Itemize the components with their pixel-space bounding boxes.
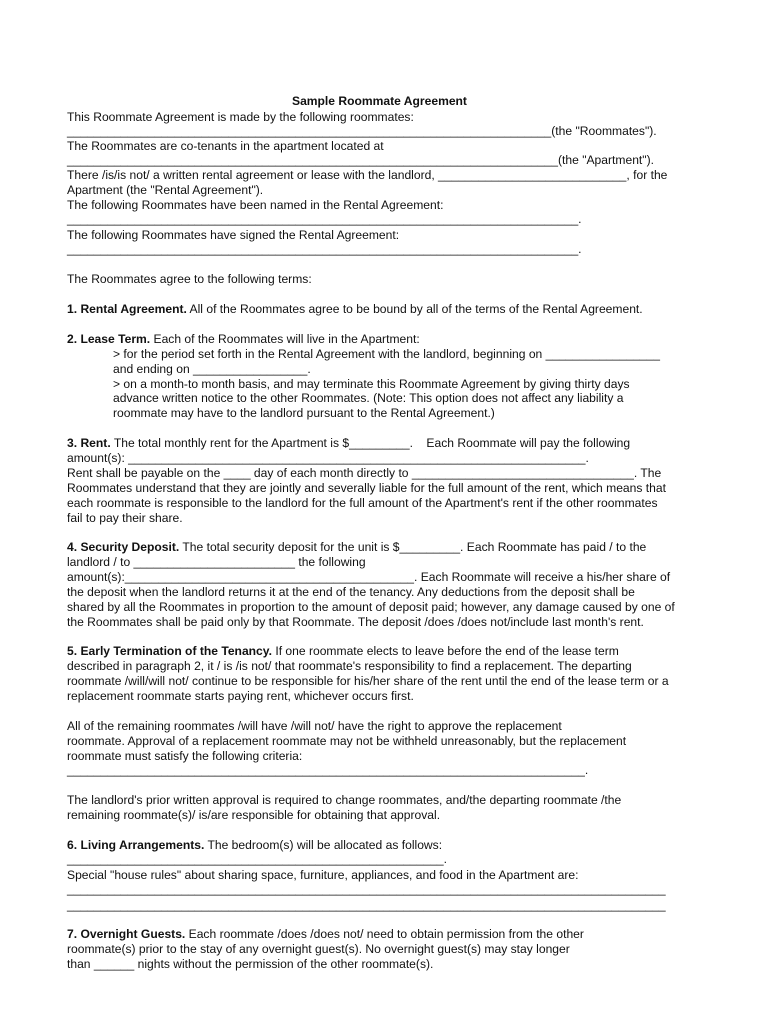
agree-terms-line: The Roommates agree to the following terms: xyxy=(67,272,312,286)
criteria-blank: _____________________________________________________________________________. xyxy=(67,763,589,777)
signed-roommates-line: The following Roommates have signed the Rental Agreement: xyxy=(67,228,400,242)
section-3-text: The total monthly rent for the Apartment is $_________. Each Roommate will pay the following xyxy=(110,436,631,450)
section-7-paragraph xyxy=(67,927,584,942)
section-5-line-3: replacement roommate starts paying rent, whichever occurs first. xyxy=(67,689,414,703)
section-6-paragraph xyxy=(67,838,442,853)
bedroom-allocation-blank: ________________________________________________________. xyxy=(67,852,448,866)
section-1-heading: 1. Rental Agreement. xyxy=(67,302,187,316)
section-5-p2-line-3: roommate must satisfy the following criteria: xyxy=(67,749,303,763)
section-5-p2-line-1: All of the remaining roommates /will have /will not/ have the right to approve the replacement xyxy=(67,719,562,733)
section-2-line-5: roommate may have to the landlord pursuant to the Rental Agreement.) xyxy=(113,406,495,420)
roommates-blank: ________________________________________________________________________(the "Roommates"). xyxy=(67,124,657,138)
section-1-text: All of the Roommates agree to be bound by all of the terms of the Rental Agreement. xyxy=(186,302,643,316)
house-rules-blank-2: _________________________________________________________________________________________ xyxy=(67,898,666,912)
section-2-text: Each of the Roommates will live in the Apartment: xyxy=(150,332,420,346)
named-roommates-line: The following Roommates have been named in the Rental Agreement: xyxy=(67,198,444,212)
section-7-text: Each roommate /does /does not/ need to obtain permission from the other xyxy=(185,927,584,941)
section-2-line-4: advance written notice to the other Roommates. (Note: This option does not affect any liability a xyxy=(113,391,624,405)
rental-agreement-line-2: Apartment (the "Rental Agreement"). xyxy=(67,183,264,197)
section-3-paragraph xyxy=(67,436,630,451)
cotenants-line: The Roommates are co-tenants in the apartment located at xyxy=(67,139,384,153)
section-7-line-1: roommate(s) prior to the stay of any overnight guest(s). No overnight guest(s) may stay longer xyxy=(67,942,570,956)
signed-roommates-blank: ____________________________________________________________________________. xyxy=(67,242,582,256)
section-3-line-4: each roommate is responsible to the landlord for the full amount of the Apartment's rent if the other roommates xyxy=(67,496,658,510)
section-4-paragraph xyxy=(67,540,646,555)
section-2-line-3: > on a month-to month basis, and may terminate this Roommate Agreement by giving thirty days xyxy=(113,377,630,391)
section-5-line-1: described in paragraph 2, it / is /is not/ that roommate's responsibility to find a replacement. The departing xyxy=(67,659,632,673)
section-2-paragraph xyxy=(67,332,420,347)
section-5-text: If one roommate elects to leave before the end of the lease term xyxy=(271,644,619,658)
section-5-p3-line-1: The landlord's prior written approval is required to change roommates, and/the departing roommate /the xyxy=(67,793,622,807)
section-4-line-3: the deposit when the landlord returns it at the end of the tenancy. Any deductions from the deposit shall be xyxy=(67,585,635,599)
section-4-line-5: the Roommates shall be paid only by that Roommate. The deposit /does /does not/include last month's rent. xyxy=(67,615,644,629)
preamble-intro: This Roommate Agreement is made by the following roommates: xyxy=(67,110,414,124)
named-roommates-blank: ____________________________________________________________________________. xyxy=(67,212,582,226)
section-3-heading: 3. Rent. xyxy=(67,436,111,450)
section-2-line-1: > for the period set forth in the Rental Agreement with the landlord, beginning on _________________ xyxy=(113,347,660,361)
section-7-line-2: than ______ nights without the permission of the other roommate(s). xyxy=(67,957,434,971)
document-title: Sample Roommate Agreement xyxy=(292,94,467,108)
section-5-p3-line-2: remaining roommate(s)/ is/are responsible for obtaining that approval. xyxy=(67,808,441,822)
section-5-line-2: roommate /will/will not/ continue to be responsible for his/her share of the rent until the end of the lease term or a xyxy=(67,674,669,688)
section-7-heading: 7. Overnight Guests. xyxy=(67,927,186,941)
apartment-blank: _________________________________________________________________________(the "Apartment"). xyxy=(67,153,654,167)
section-3-line-5: fail to pay their share. xyxy=(67,511,183,525)
section-4-heading: 4. Security Deposit. xyxy=(67,540,180,554)
section-3-line-3: Roommates understand that they are jointly and severally liable for the full amount of the rent, which means that xyxy=(67,481,666,495)
section-6-heading: 6. Living Arrangements. xyxy=(67,838,205,852)
section-3-line-2: Rent shall be payable on the ____ day of each month directly to _________________________________. The xyxy=(67,466,662,480)
section-4-line-4: shared by all the Roommates in proportion to the amount of deposit paid; however, any damage caused by one of xyxy=(67,600,675,614)
section-6-line-1: Special "house rules" about sharing space, furniture, appliances, and food in the Apartment are: xyxy=(67,868,579,882)
rental-agreement-line-1: There /is/is not/ a written rental agreement or lease with the landlord, ____________________________, for the xyxy=(67,168,668,182)
section-3-line-1: amount(s): ____________________________________________________________________. xyxy=(67,451,589,465)
section-5-p2-line-2: roommate. Approval of a replacement roommate may not be withheld unreasonably, but the replacement xyxy=(67,734,627,748)
section-4-line-1: landlord / to ________________________ the following xyxy=(67,555,366,569)
section-2-line-2: and ending on _________________. xyxy=(113,362,311,376)
section-6-text: The bedroom(s) will be allocated as follows: xyxy=(204,838,443,852)
section-5-paragraph xyxy=(67,644,619,659)
section-4-line-2: amount(s):___________________________________________. Each Roommate will receive a his/her share of xyxy=(67,570,671,584)
section-2-heading: 2. Lease Term. xyxy=(67,332,151,346)
section-4-text: The total security deposit for the unit is $_________. Each Roommate has paid / to the xyxy=(179,540,647,554)
section-5-heading: 5. Early Termination of the Tenancy. xyxy=(67,644,272,658)
section-1-paragraph xyxy=(67,302,643,317)
house-rules-blank-1: _________________________________________________________________________________________ xyxy=(67,882,666,896)
